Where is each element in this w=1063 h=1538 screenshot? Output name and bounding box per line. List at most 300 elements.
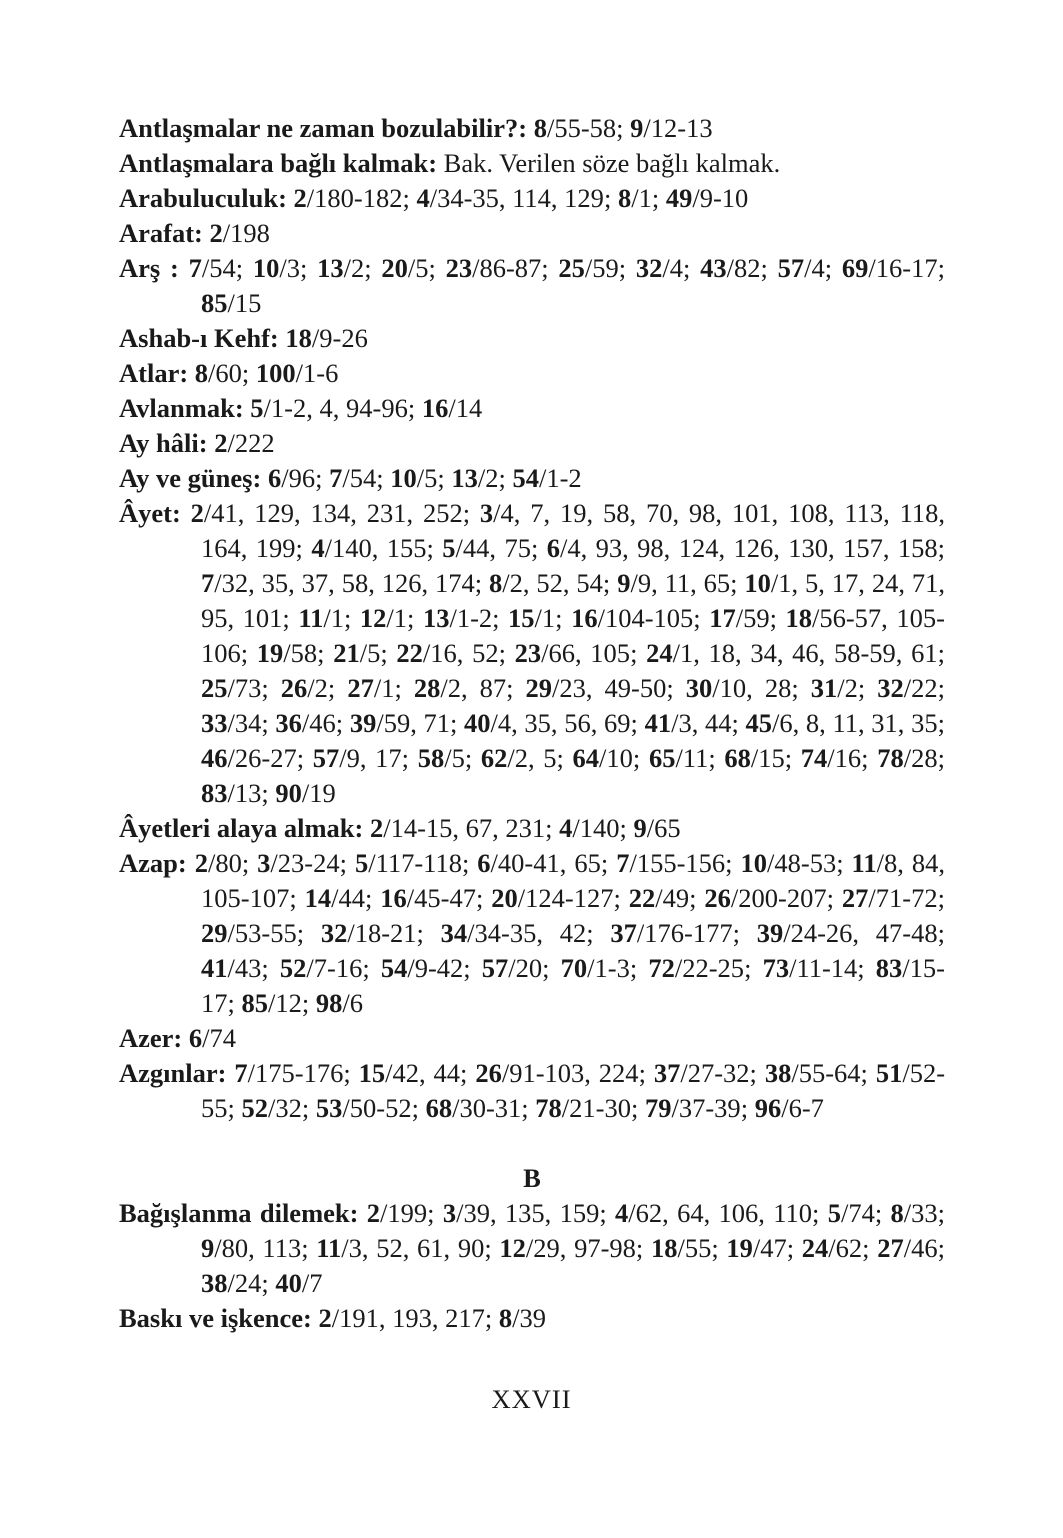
verse-numbers: 13 [234, 778, 262, 808]
surah-number: 8 [489, 568, 503, 598]
verse-numbers: 54 [349, 463, 377, 493]
surah-number: 43 [700, 253, 727, 283]
index-entry: Ay hâli: 2/222 [119, 428, 275, 458]
verse-numbers: 1 [638, 183, 652, 213]
verse-numbers: 9-42 [414, 953, 464, 983]
verse-numbers: 34-35, 114, 129 [437, 183, 604, 213]
surah-number: 78 [877, 743, 904, 773]
verse-numbers: 12 [275, 988, 302, 1018]
surah-number: 83 [201, 778, 228, 808]
surah-number: 57 [312, 743, 340, 773]
surah-number: 10 [390, 463, 417, 493]
surah-number: 64 [572, 743, 600, 773]
verse-numbers: 15 [234, 288, 262, 318]
surah-number: 52 [279, 953, 307, 983]
verse-numbers: 3, 52, 61, 90 [348, 1233, 485, 1263]
surah-number: 3 [479, 498, 494, 528]
verse-numbers: 91-103, 224 [509, 1058, 639, 1088]
surah-number: 24 [801, 1233, 829, 1263]
verse-numbers: 1 [541, 603, 556, 633]
verse-numbers: 59, 71 [383, 708, 450, 738]
verse-numbers: 1, 5, 17, 24, 71, 95, 101 [201, 568, 945, 633]
surah-number: 17 [709, 603, 736, 633]
verse-numbers: 14-15, 67, 231 [390, 813, 546, 843]
verse-numbers: 2, 52, 54 [509, 568, 603, 598]
verse-numbers: 59 [592, 253, 619, 283]
verse-numbers: 62, 64, 106, 110 [635, 1198, 812, 1228]
surah-number: 16 [380, 883, 407, 913]
verse-numbers: 59 [743, 603, 770, 633]
surah-number: 20 [381, 253, 408, 283]
surah-number: 14 [304, 883, 332, 913]
surah-number: 11 [316, 1233, 342, 1263]
surah-number: 83 [875, 953, 903, 983]
surah-number: 79 [644, 1093, 672, 1123]
entry-term: Azer: [119, 1023, 183, 1053]
surah-number: 27 [841, 883, 869, 913]
entry-term: Bağışlanma dilemek: [119, 1198, 359, 1228]
surah-number: 2 [214, 428, 228, 458]
verse-numbers: 198 [230, 218, 270, 248]
surah-number: 57 [777, 253, 805, 283]
entry-term: Âyet: [119, 498, 181, 528]
verse-numbers: 32 [275, 1093, 302, 1123]
surah-number: 37 [610, 918, 637, 948]
surah-number: 15 [358, 1058, 386, 1088]
surah-number: 8 [194, 358, 209, 388]
surah-number: 25 [558, 253, 585, 283]
entry-term: Atlar: [119, 358, 189, 388]
surah-number: 6 [477, 848, 491, 878]
surah-number: 73 [762, 953, 790, 983]
surah-number: 7 [188, 253, 202, 283]
verse-numbers: 2, 87 [447, 673, 507, 703]
surah-number: 23 [445, 253, 473, 283]
surah-number: 70 [560, 953, 588, 983]
surah-number: 9 [201, 1233, 215, 1263]
index-entry: Bağışlanma dilemek: 2/199; 3/39, 135, 159; 4/62, 64, 106, 110; 5/74; 8/33; 9/80, 113; 11/3, 52, 61, 90; 12/29, 97-98; 18/55; 19/47; 24/62; 27/46; 38/24; 40/7 [119, 1198, 945, 1298]
surah-number: 32 [635, 253, 663, 283]
surah-number: 40 [464, 708, 491, 738]
surah-number: 69 [841, 253, 869, 283]
verse-numbers: 4, 35, 56, 69 [497, 708, 631, 738]
verse-numbers: 82 [734, 253, 761, 283]
surah-number: 10 [744, 568, 771, 598]
entry-term: Arabuluculuk: [119, 183, 287, 213]
verse-numbers: 23, 49-50 [559, 673, 667, 703]
index-entry: Arafat: 2/198 [119, 218, 270, 248]
surah-number: 38 [764, 1058, 792, 1088]
surah-number: 96 [754, 1093, 782, 1123]
verse-numbers: 26-27 [234, 743, 297, 773]
verse-numbers: 23-24 [277, 848, 340, 878]
verse-numbers: 39, 135, 159 [463, 1198, 600, 1228]
surah-number: 12 [359, 603, 387, 633]
verse-numbers: 30-31 [459, 1093, 522, 1123]
verse-numbers: 191, 193, 217 [339, 1303, 485, 1333]
entry-term: Arafat: [119, 218, 203, 248]
verse-numbers: 43 [234, 953, 262, 983]
verse-numbers: 58 [290, 638, 318, 668]
verse-numbers: 22-25 [682, 953, 745, 983]
entry-term: Arş : [119, 253, 179, 283]
surah-number: 4 [615, 1198, 629, 1228]
surah-number: 13 [317, 253, 344, 283]
verse-numbers: 5 [415, 253, 429, 283]
surah-number: 41 [644, 708, 672, 738]
verse-numbers: 34-35, 42 [474, 918, 587, 948]
verse-numbers: 49 [662, 883, 690, 913]
surah-number: 58 [417, 743, 445, 773]
verse-numbers: 4 [669, 253, 684, 283]
entry-term: Antlaşmalar ne zaman bozulabilir?: [119, 113, 528, 143]
surah-number: 2 [194, 848, 208, 878]
verse-numbers: 42, 44 [392, 1058, 461, 1088]
surah-number: 25 [201, 673, 228, 703]
surah-number: 9 [633, 813, 647, 843]
verse-numbers: 1-6 [303, 358, 339, 388]
verse-numbers: 5 [424, 463, 438, 493]
verse-numbers: 66, 105 [548, 638, 631, 668]
surah-number: 39 [349, 708, 377, 738]
verse-numbers: 24-26, 47-48 [790, 918, 938, 948]
surah-number: 41 [201, 953, 228, 983]
entry-term: Avlanmak: [119, 393, 244, 423]
entry-cross-reference: Bak. Verilen söze bağlı kalmak. [443, 148, 781, 178]
index-section-b [119, 1196, 945, 1336]
surah-number: 65 [648, 743, 676, 773]
verse-numbers: 55 [684, 1233, 712, 1263]
surah-number: 18 [650, 1233, 678, 1263]
entry-term: Âyetleri alaya almak: [119, 813, 364, 843]
index-page [119, 111, 945, 1336]
verse-numbers: 14 [455, 393, 483, 423]
verse-numbers: 9, 11, 65 [637, 568, 731, 598]
verse-numbers: 37-39 [678, 1093, 741, 1123]
verse-numbers: 3 [286, 253, 300, 283]
surah-number: 90 [275, 778, 302, 808]
verse-numbers: 2 [844, 673, 858, 703]
surah-number: 7 [329, 463, 343, 493]
index-entry: Arş : 7/54; 10/3; 13/2; 20/5; 23/86-87; 25/59; 32/4; 43/82; 57/4; 69/16-17; 85/15 [119, 253, 945, 318]
verse-numbers: 10, 28 [719, 673, 792, 703]
index-entry: Ashab-ı Kehf: 18/9-26 [119, 323, 368, 353]
index-entry: Azer: 6/74 [119, 1023, 236, 1053]
verse-numbers: 48-53 [774, 848, 837, 878]
verse-numbers: 16, 52 [430, 638, 499, 668]
verse-numbers: 1-2 [456, 603, 493, 633]
surah-number: 5 [250, 393, 264, 423]
verse-numbers: 4, 7, 19, 58, 70, 98, 101, 108, 113, 118, 164, 199 [201, 498, 945, 563]
verse-numbers: 9, 17 [346, 743, 402, 773]
surah-number: 2 [293, 183, 307, 213]
verse-numbers: 5 [451, 743, 465, 773]
verse-numbers: 7 [309, 1268, 323, 1298]
verse-numbers: 199 [387, 1198, 428, 1228]
index-entry: Ay ve güneş: 6/96; 7/54; 10/5; 13/2; 54/1-2 [119, 463, 582, 493]
surah-number: 11 [851, 848, 877, 878]
index-entry: Âyetleri alaya almak: 2/14-15, 67, 231; 4/140; 9/65 [119, 813, 681, 843]
entry-term: Azgınlar: [119, 1058, 227, 1088]
surah-number: 29 [525, 673, 553, 703]
verse-numbers: 96 [288, 463, 316, 493]
surah-number: 74 [800, 743, 828, 773]
verse-numbers: 46 [911, 1233, 938, 1263]
verse-numbers: 1-2 [546, 463, 582, 493]
surah-number: 10 [252, 253, 280, 283]
surah-number: 2 [369, 813, 384, 843]
verse-numbers: 140 [579, 813, 620, 843]
surah-number: 22 [628, 883, 656, 913]
surah-number: 54 [512, 463, 539, 493]
verse-numbers: 74 [848, 1198, 875, 1228]
surah-number: 57 [481, 953, 509, 983]
verse-numbers: 34 [234, 708, 262, 738]
surah-number: 37 [653, 1058, 681, 1088]
surah-number: 26 [475, 1058, 502, 1088]
verse-numbers: 44, 75 [462, 533, 531, 563]
surah-number: 16 [571, 603, 598, 633]
verse-numbers: 86-87 [479, 253, 542, 283]
surah-number: 13 [422, 603, 450, 633]
verse-numbers: 180-182 [314, 183, 403, 213]
surah-number: 2 [209, 218, 223, 248]
surah-number: 62 [480, 743, 508, 773]
verse-numbers: 20 [515, 953, 543, 983]
index-entry: Atlar: 8/60; 100/1-6 [119, 358, 339, 388]
surah-number: 30 [685, 673, 713, 703]
verse-numbers: 33 [911, 1198, 938, 1228]
verse-numbers: 1 [393, 603, 408, 633]
verse-numbers: 12-13 [650, 113, 713, 143]
verse-numbers: 1 [381, 673, 395, 703]
verse-numbers: 4 [811, 253, 825, 283]
verse-numbers: 19 [309, 778, 336, 808]
surah-number: 6 [267, 463, 282, 493]
surah-number: 15 [508, 603, 535, 633]
verse-numbers: 8, 84, 105-107 [201, 848, 945, 913]
verse-numbers: 175-176 [255, 1058, 344, 1088]
surah-number: 21 [333, 638, 360, 668]
verse-numbers: 1, 18, 34, 46, 58-59, 61 [679, 638, 938, 668]
verse-numbers: 1-2, 4, 94-96 [270, 393, 408, 423]
surah-number: 8 [498, 1303, 513, 1333]
surah-number: 4 [311, 533, 325, 563]
verse-numbers: 50-52 [349, 1093, 412, 1123]
verse-numbers: 60 [215, 358, 242, 388]
verse-numbers: 6 [349, 988, 363, 1018]
surah-number: 6 [546, 533, 560, 563]
surah-number: 53 [315, 1093, 343, 1123]
verse-numbers: 2 [350, 253, 365, 283]
surah-number: 9 [617, 568, 631, 598]
surah-number: 11 [298, 603, 324, 633]
page-number: XXVII [491, 1384, 572, 1414]
surah-number: 32 [320, 918, 348, 948]
surah-number: 29 [201, 918, 228, 948]
index-entry: Arabuluculuk: 2/180-182; 4/34-35, 114, 129; 8/1; 49/9-10 [119, 183, 749, 213]
verse-numbers: 74 [209, 1023, 236, 1053]
surah-number: 33 [201, 708, 228, 738]
surah-number: 40 [275, 1268, 302, 1298]
verse-numbers: 15-17 [201, 953, 945, 1018]
verse-numbers: 53-55 [234, 918, 297, 948]
verse-numbers: 73 [234, 673, 262, 703]
verse-numbers: 44 [338, 883, 365, 913]
verse-numbers: 55-64 [798, 1058, 861, 1088]
surah-number: 32 [877, 673, 904, 703]
entry-term: Ay ve güneş: [119, 463, 262, 493]
verse-numbers: 9-10 [699, 183, 749, 213]
surah-number: 2 [366, 1198, 381, 1228]
verse-numbers: 2 [314, 673, 328, 703]
surah-number: 10 [740, 848, 767, 878]
verse-numbers: 18-21 [354, 918, 417, 948]
surah-number: 100 [255, 358, 296, 388]
verse-numbers: 5 [367, 638, 381, 668]
index-entry: Antlaşmalar ne zaman bozulabilir?: 8/55-58; 9/12-13 [119, 113, 713, 143]
surah-number: 27 [347, 673, 374, 703]
index-entry: Azgınlar: 7/175-176; 15/42, 44; 26/91-103, 224; 37/27-32; 38/55-64; 51/52-55; 52/32; 53/50-52; 68/30-31; 78/21-30; 79/37-39; 96/6-7 [119, 1058, 946, 1123]
verse-numbers: 15 [758, 743, 785, 773]
verse-numbers: 124-127 [525, 883, 614, 913]
index-entry: Avlanmak: 5/1-2, 4, 94-96; 16/14 [119, 393, 483, 423]
surah-number: 5 [442, 533, 456, 563]
surah-number: 38 [201, 1268, 228, 1298]
verse-numbers: 104-105 [604, 603, 694, 633]
verse-numbers: 27-32 [687, 1058, 750, 1088]
surah-number: 7 [616, 848, 630, 878]
surah-number: 16 [421, 393, 449, 423]
verse-numbers: 21-30 [569, 1093, 631, 1123]
verse-numbers: 45-47 [414, 883, 476, 913]
verse-numbers: 11-14 [796, 953, 858, 983]
surah-number: 54 [380, 953, 408, 983]
surah-number: 31 [810, 673, 838, 703]
surah-number: 24 [646, 638, 673, 668]
verse-numbers: 56-57, 105-106 [201, 603, 945, 668]
surah-number: 3 [442, 1198, 457, 1228]
surah-number: 28 [413, 673, 441, 703]
surah-number: 39 [756, 918, 784, 948]
surah-number: 23 [514, 638, 542, 668]
entry-term: Azap: [119, 848, 187, 878]
index-entry [119, 146, 945, 181]
entry-term: Ay hâli: [119, 428, 208, 458]
surah-number: 27 [877, 1233, 904, 1263]
verse-numbers: 7-16 [313, 953, 363, 983]
surah-number: 78 [535, 1093, 562, 1123]
surah-number: 8 [890, 1198, 904, 1228]
surah-number: 22 [396, 638, 423, 668]
verse-numbers: 16-17 [875, 253, 938, 283]
verse-numbers: 3, 44 [678, 708, 732, 738]
surah-number: 12 [499, 1233, 526, 1263]
index-entry: Âyet: 2/41, 129, 134, 231, 252; 3/4, 7, 19, 58, 70, 98, 101, 108, 113, 118, 164, 199; 4/140, 155; 5/44, 75; 6/4, 93, 98, 124, 126, 130, 157, 158; 7/32, 35, 37, 58, 126, 174; 8/2, 52, 54; 9/9, 11, 65; 10/1, 5, 17, 24, 71, 95, 101; 11/1; 12/1; 13/1-2; 15/1; 16/104-105; 17/59; 18/56-57, 105-106; 19/58; 21/5; 22/16, 52; 23/66, 105; 24/1, 18, 34, 46, 58-59, 61; 25/73; 26/2; 27/1; 28/2, 87; 29/23, 49-50; 30/10, 28; 31/2; 32/22; 33/34; 36/46; 39/59, 71; 40/4, 35, 56, 69; 41/3, 44; 45/6, 8, 11, 31, 35; 46/26-27; 57/9, 17; 58/5; 62/2, 5; 64/10; 65/11; 68/15; 74/16; 78/28; 83/13; 90/19 [119, 498, 946, 808]
verse-numbers: 65 [654, 813, 681, 843]
verse-numbers: 6, 8, 11, 31, 35 [779, 708, 938, 738]
verse-numbers: 80 [215, 848, 242, 878]
surah-number: 19 [726, 1233, 753, 1263]
surah-number: 2 [190, 498, 204, 528]
surah-number: 34 [440, 918, 468, 948]
entry-term: Antlaşmalara bağlı kalmak: [119, 148, 438, 178]
surah-number: 3 [257, 848, 271, 878]
verse-numbers: 55-58 [554, 113, 617, 143]
verse-numbers: 80, 113 [221, 1233, 302, 1263]
verse-numbers: 29, 97-98 [533, 1233, 636, 1263]
surah-number: 19 [256, 638, 284, 668]
verse-numbers: 47 [760, 1233, 787, 1263]
entry-term: Ashab-ı Kehf: [119, 323, 279, 353]
surah-number: 8 [533, 113, 547, 143]
surah-number: 85 [201, 288, 228, 318]
surah-number: 51 [875, 1058, 903, 1088]
surah-number: 49 [665, 183, 693, 213]
surah-number: 2 [318, 1303, 332, 1333]
verse-numbers: 11 [682, 743, 709, 773]
verse-numbers: 46 [309, 708, 336, 738]
verse-numbers: 40-41, 65 [497, 848, 601, 878]
entry-term: Baskı ve işkence: [119, 1303, 312, 1333]
surah-number: 18 [285, 323, 312, 353]
surah-number: 9 [630, 113, 644, 143]
verse-numbers: 176-177 [644, 918, 733, 948]
verse-numbers: 6-7 [788, 1093, 824, 1123]
verse-numbers: 32, 35, 37, 58, 126, 174 [221, 568, 475, 598]
surah-number: 20 [491, 883, 518, 913]
surah-number: 52 [241, 1093, 268, 1123]
surah-number: 36 [275, 708, 302, 738]
verse-numbers: 71-72 [875, 883, 938, 913]
index-section-a [119, 111, 945, 1126]
surah-number: 45 [745, 708, 773, 738]
verse-numbers: 52-55 [201, 1058, 946, 1123]
verse-numbers: 140, 155 [331, 533, 427, 563]
verse-numbers: 9-26 [319, 323, 368, 353]
surah-number: 8 [617, 183, 632, 213]
surah-number: 4 [416, 183, 430, 213]
index-entry: Azap: 2/80; 3/23-24; 5/117-118; 6/40-41, 65; 7/155-156; 10/48-53; 11/8, 84, 105-107; 14/44; 16/45-47; 20/124-127; 22/49; 26/200-207; 27/71-72; 29/53-55; 32/18-21; 34/34-35, 42; 37/176-177; 39/24-26, 47-48; 41/43; 52/7-16; 54/9-42; 57/20; 70/1-3; 72/22-25; 73/11-14; 83/15-17; 85/12; 98/6 [119, 848, 945, 1018]
surah-number: 6 [188, 1023, 203, 1053]
verse-numbers: 155-156 [636, 848, 726, 878]
verse-numbers: 1-3 [594, 953, 630, 983]
surah-number: 13 [451, 463, 478, 493]
surah-number: 7 [234, 1058, 248, 1088]
verse-numbers: 2, 5 [514, 743, 557, 773]
surah-number: 72 [648, 953, 675, 983]
verse-numbers: 10 [606, 743, 633, 773]
verse-numbers: 22 [911, 673, 938, 703]
surah-number: 18 [785, 603, 812, 633]
verse-numbers: 41, 129, 134, 231, 252 [211, 498, 463, 528]
verse-numbers: 4, 93, 98, 124, 126, 130, 157, 158 [567, 533, 938, 563]
verse-numbers: 62 [835, 1233, 863, 1263]
surah-number: 5 [354, 848, 369, 878]
verse-numbers: 16 [834, 743, 862, 773]
surah-number: 85 [241, 988, 268, 1018]
surah-number: 26 [704, 883, 731, 913]
surah-number: 98 [315, 988, 343, 1018]
surah-number: 26 [280, 673, 308, 703]
verse-numbers: 54 [209, 253, 236, 283]
verse-numbers: 24 [234, 1268, 262, 1298]
verse-numbers: 200-207 [738, 883, 827, 913]
surah-number: 4 [559, 813, 573, 843]
verse-numbers: 39 [519, 1303, 546, 1333]
surah-number: 68 [425, 1093, 453, 1123]
verse-numbers: 2 [485, 463, 499, 493]
